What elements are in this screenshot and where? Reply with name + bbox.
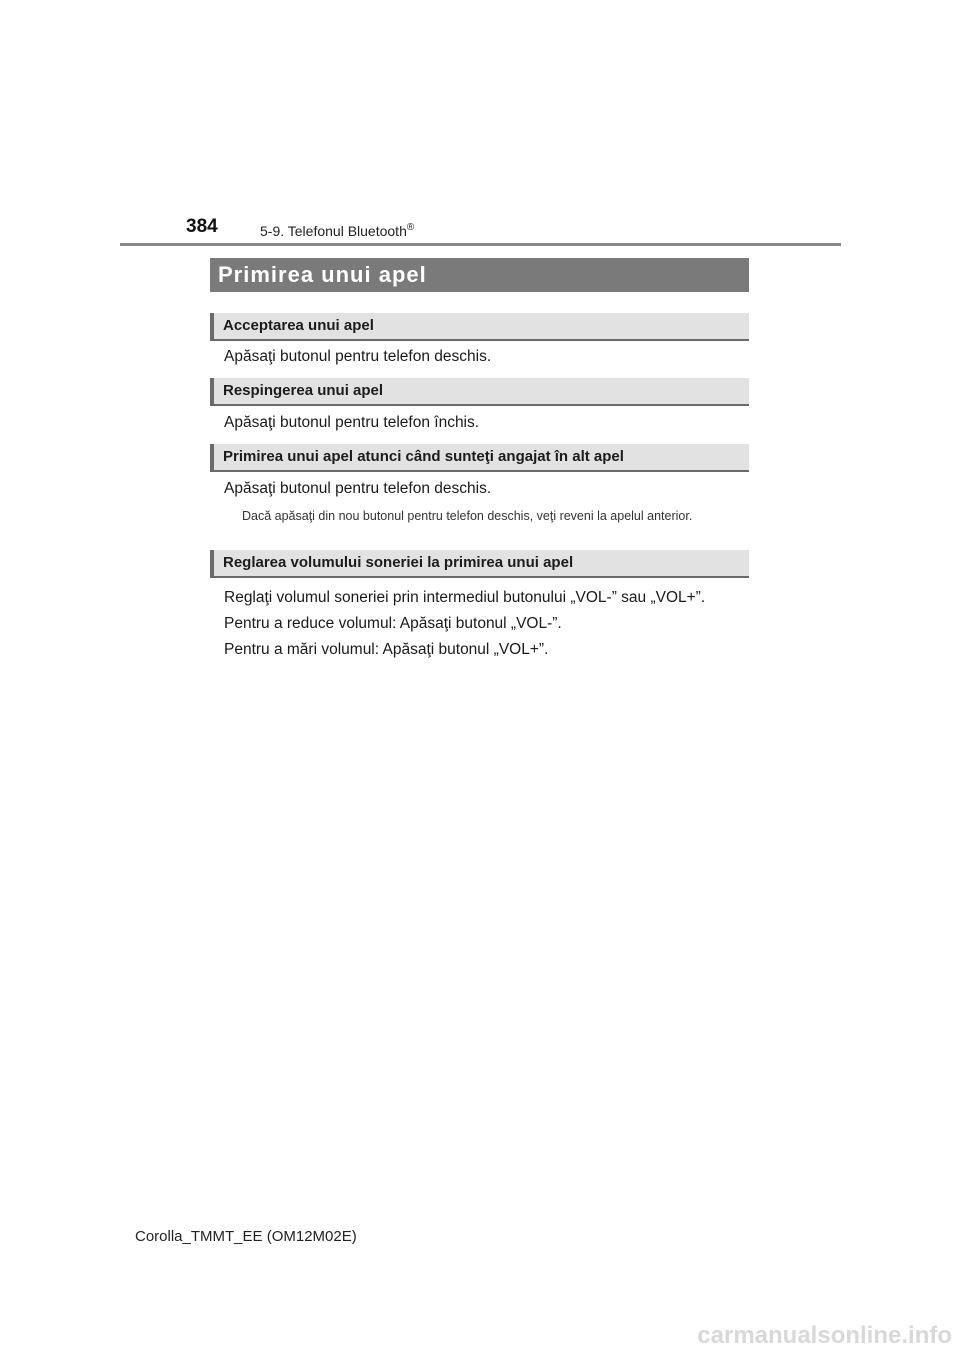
subsection-title-reject-call: Respingerea unui apel — [210, 378, 749, 406]
paragraph-ringer-volume-1: Reglaţi volumul soneriei prin intermediul butonului „VOL-” sau „VOL+”. — [224, 589, 706, 606]
watermark: carmanualsonline.info — [697, 1322, 952, 1349]
paragraph-call-waiting: Apăsaţi butonul pentru telefon deschis. — [224, 480, 492, 497]
paragraph-reject-call: Apăsaţi butonul pentru telefon închis. — [224, 414, 480, 431]
subsection-title-ringer-volume: Reglarea volumului soneriei la primirea unui apel — [210, 550, 749, 578]
paragraph-ringer-volume-3: Pentru a mări volumul: Apăsaţi butonul „VOL+”. — [224, 641, 549, 658]
subsection-title-call-waiting: Primirea unui apel atunci când sunteţi angajat în alt apel — [210, 444, 749, 472]
header-divider — [120, 243, 841, 246]
footer-model: Corolla_TMMT_EE (OM12M02E) — [135, 1228, 357, 1245]
chapter-title-text: 5-9. Telefonul Bluetooth — [260, 223, 407, 239]
registered-mark: ® — [406, 222, 415, 233]
note-call-waiting: Dacă apăsaţi din nou butonul pentru telefon deschis, veţi reveni la apelul anterior. — [242, 509, 693, 523]
paragraph-ringer-volume-2: Pentru a reduce volumul: Apăsaţi butonul „VOL-”. — [224, 615, 562, 632]
chapter-title — [260, 222, 414, 240]
page-number: 384 — [186, 216, 218, 237]
paragraph-accept-call: Apăsaţi butonul pentru telefon deschis. — [224, 348, 492, 365]
subsection-title-accept-call: Acceptarea unui apel — [210, 313, 749, 341]
section-title: Primirea unui apel — [210, 258, 749, 292]
